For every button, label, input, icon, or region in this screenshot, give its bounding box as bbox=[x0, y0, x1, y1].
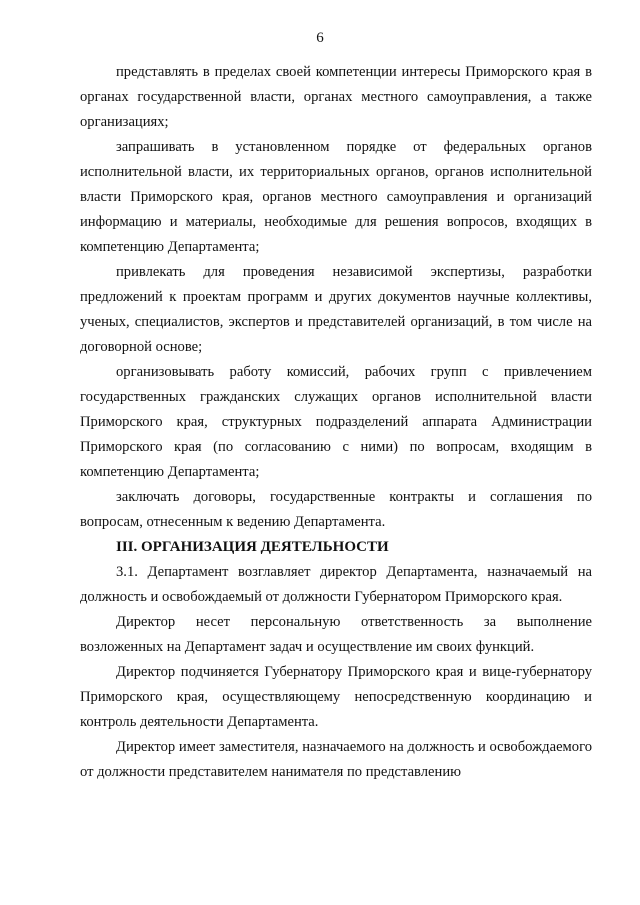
paragraph-engage-experts: привлекать для проведения независимой экспертизы, разработки предложений к проектам программ и других документов научные коллективы, ученых, специалистов, экспертов и представителей организаций, в том числе на договорной основе; bbox=[80, 264, 592, 355]
paragraph-request-information: запрашивать в установленном порядке от федеральных органов исполнительной власти, их территориальных органов, органов исполнительной власти Приморского края, органов местного самоуправления и организаций информацию и материалы, необходимые для решения вопросов, входящих в компетенцию Департамента; bbox=[80, 139, 592, 255]
paragraph-director-deputy: Директор имеет заместителя, назначаемого на должность и освобождаемого от должности представителем нанимателя по представлению bbox=[80, 739, 592, 780]
paragraph-director-subordination: Директор подчиняется Губернатору Приморского края и вице-губернатору Приморского края, осуществляющему непосредственную координацию и контроль деятельности Департамента. bbox=[80, 664, 592, 730]
page-number: 6 bbox=[316, 30, 324, 46]
paragraph-represent-interests: представлять в пределах своей компетенции интересы Приморского края в органах государственной власти, органах местного самоуправления, а также организациях; bbox=[80, 64, 592, 130]
paragraph-conclude-contracts: заключать договоры, государственные контракты и соглашения по вопросам, отнесенным к ведению Департамента. bbox=[80, 489, 592, 530]
paragraph-director-appointment: 3.1. Департамент возглавляет директор Департамента, назначаемый на должность и освобождаемый от должности Губернатором Приморского края. bbox=[80, 564, 592, 605]
section-heading: III. ОРГАНИЗАЦИЯ ДЕЯТЕЛЬНОСТИ bbox=[116, 539, 389, 555]
paragraph-director-responsibility: Директор несет персональную ответственность за выполнение возложенных на Департамент задач и осуществление им своих функций. bbox=[80, 614, 592, 655]
document-body bbox=[80, 60, 592, 785]
paragraph-organize-commissions: организовывать работу комиссий, рабочих групп с привлечением государственных гражданских служащих органов исполнительной власти Приморского края, структурных подразделений аппарата Администрации Приморского края (по согласованию с ними) по вопросам, входящим в компетенцию Департамента; bbox=[80, 364, 592, 480]
